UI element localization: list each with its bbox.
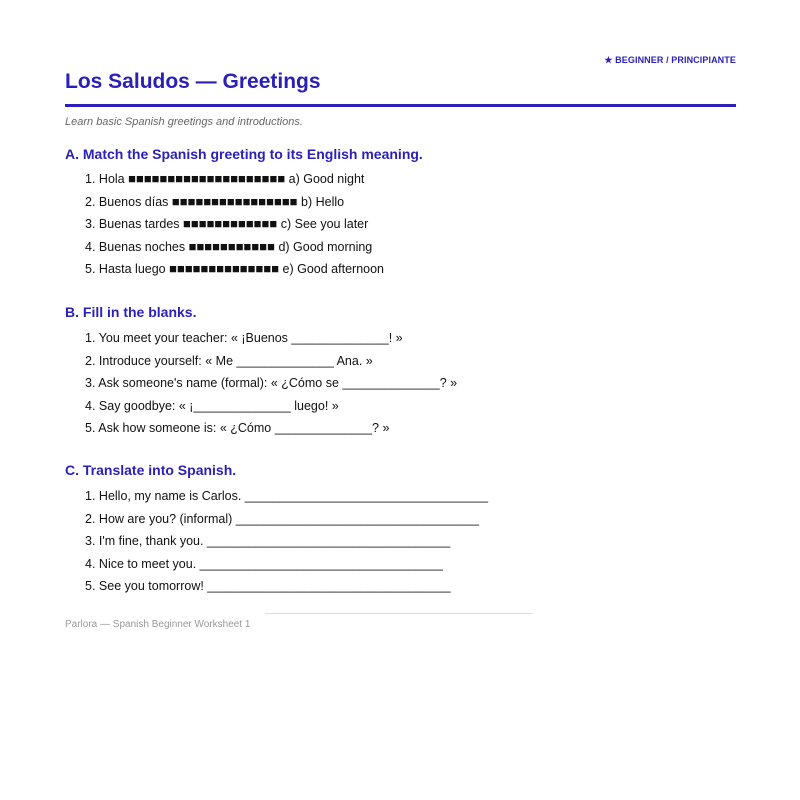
section-c-list <box>85 485 488 598</box>
translate-item <box>85 485 488 508</box>
item-text: Say goodbye: « ¡______________ luego! » <box>98 398 339 413</box>
item-number: 2. <box>85 511 96 526</box>
page-subtitle: Learn basic Spanish greetings and introductions. <box>65 116 303 128</box>
page-title: Los Saludos — Greetings <box>65 70 321 93</box>
match-filler: ■■■■■■■■■■■■■■■■■■■■ <box>128 171 286 186</box>
footer-divider <box>265 613 533 614</box>
english-term: a) Good night <box>288 172 365 186</box>
english-term: e) Good afternoon <box>282 262 385 276</box>
item-number: 1. <box>85 331 96 345</box>
item-text: Ask someone's name (formal): « ¿Cómo se ______________? » <box>98 376 458 390</box>
item-text: You meet your teacher: « ¡Buenos ______________! » <box>98 331 403 345</box>
level-badge: ★ BEGINNER / PRINCIPIANTE <box>604 55 736 65</box>
spanish-term: Buenos días <box>98 194 169 209</box>
match-item <box>85 236 384 259</box>
footer-text: Parlora — Spanish Beginner Worksheet 1 <box>65 619 251 630</box>
spanish-term: Buenas tardes <box>98 217 180 231</box>
fill-blank-item <box>85 395 457 418</box>
item-text: How are you? (informal) ___________________________________ <box>98 511 480 526</box>
item-number: 4. <box>85 398 96 413</box>
title-divider <box>65 104 736 107</box>
match-filler: ■■■■■■■■■■■■ <box>183 216 278 231</box>
fill-blank-item <box>85 372 457 395</box>
item-number: 3. <box>85 376 96 390</box>
match-filler: ■■■■■■■■■■■ <box>188 238 275 254</box>
match-item <box>85 168 384 191</box>
item-text: Hello, my name is Carlos. ___________________________________ <box>98 489 489 503</box>
english-term: d) Good morning <box>278 239 373 254</box>
fill-blank-item <box>85 417 457 440</box>
english-term: b) Hello <box>301 194 345 209</box>
match-item <box>85 191 384 214</box>
match-filler: ■■■■■■■■■■■■■■■■ <box>171 193 298 209</box>
match-filler: ■■■■■■■■■■■■■■ <box>169 261 280 276</box>
translate-item <box>85 530 488 553</box>
fill-blank-item <box>85 350 457 373</box>
item-number: 2. <box>85 353 96 368</box>
item-number: 1. <box>85 489 96 503</box>
item-number: 5. <box>85 262 96 276</box>
section-b-list <box>85 327 457 440</box>
item-number: 4. <box>85 556 96 571</box>
item-number: 1. <box>85 172 96 186</box>
translate-item <box>85 553 488 576</box>
item-text: See you tomorrow! ___________________________________ <box>98 579 451 593</box>
item-number: 4. <box>85 239 96 254</box>
spanish-term: Hasta luego <box>98 262 166 276</box>
item-text: Introduce yourself: « Me ______________ Ana. » <box>98 353 373 368</box>
fill-blank-item <box>85 327 457 350</box>
section-a-heading: A. Match the Spanish greeting to its English meaning. <box>65 146 423 162</box>
translate-item <box>85 508 488 531</box>
spanish-term: Hola <box>98 172 125 186</box>
item-text: Ask how someone is: « ¿Cómo ______________? » <box>98 421 390 435</box>
match-item <box>85 213 384 236</box>
item-number: 5. <box>85 421 96 435</box>
english-term: c) See you later <box>280 217 369 231</box>
item-number: 5. <box>85 579 96 593</box>
item-text: I'm fine, thank you. ___________________________________ <box>98 534 451 548</box>
section-c-heading: C. Translate into Spanish. <box>65 462 237 478</box>
match-item <box>85 258 384 281</box>
item-number: 2. <box>85 194 96 209</box>
spanish-term: Buenas noches <box>98 239 186 254</box>
item-text: Nice to meet you. ___________________________________ <box>98 556 443 571</box>
item-number: 3. <box>85 534 96 548</box>
item-number: 3. <box>85 217 96 231</box>
section-b-heading: B. Fill in the blanks. <box>65 304 197 320</box>
translate-item <box>85 575 488 598</box>
section-a-list <box>85 168 384 281</box>
